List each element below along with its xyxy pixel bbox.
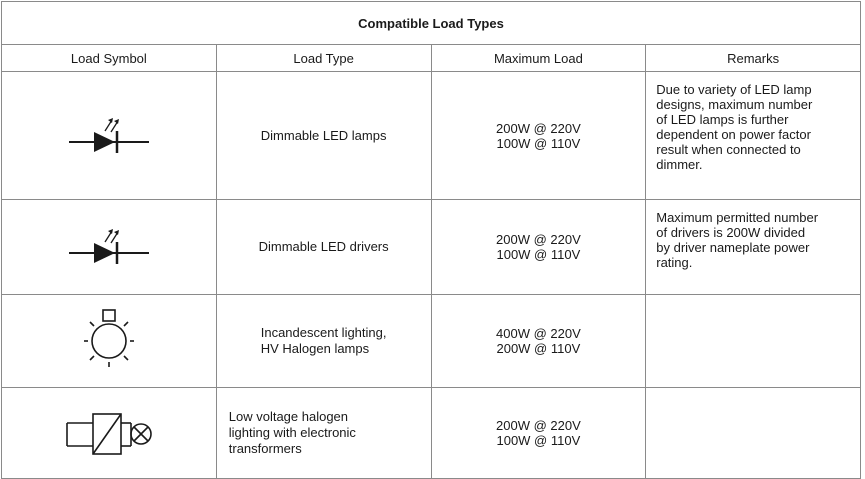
incandescent-lamp-icon: [74, 309, 144, 373]
symbol-cell: [2, 388, 217, 479]
electronic-transformer-lamp-icon: [61, 408, 157, 458]
remarks-line: by driver nameplate power: [656, 240, 810, 255]
max-load-cell: [431, 72, 646, 200]
table-row: [2, 72, 861, 200]
load-type-cell: [216, 200, 431, 295]
max-load-line: 200W @ 220V: [496, 418, 581, 433]
table-title: Compatible Load Types: [2, 2, 861, 45]
load-type-line: lighting with electronic: [228, 425, 356, 440]
header-load-symbol: Load Symbol: [2, 45, 217, 72]
max-load-line: 100W @ 110V: [496, 433, 581, 448]
symbol-cell: [2, 295, 217, 388]
remarks-line: dependent on power factor: [656, 127, 811, 142]
max-load-line: 200W @ 110V: [496, 341, 581, 356]
table-row: [2, 295, 861, 388]
remarks-line: designs, maximum number: [656, 97, 813, 112]
load-type-line: Dimmable LED lamps: [260, 127, 387, 143]
remarks-line: result when connected to: [656, 142, 801, 157]
max-load-cell: [431, 388, 646, 479]
load-type-cell: [216, 295, 431, 388]
load-type-stack: [261, 325, 387, 357]
remarks-line: of drivers is 200W divided: [656, 225, 806, 240]
remarks-line: rating.: [656, 255, 693, 270]
load-type-cell: [216, 388, 431, 479]
load-type-cell: [216, 72, 431, 200]
max-load-line: 200W @ 220V: [496, 120, 581, 136]
max-load-line: 200W @ 220V: [496, 232, 581, 247]
load-type-line: Low voltage halogen: [228, 409, 349, 424]
max-load-line: 400W @ 220V: [496, 326, 581, 341]
max-load-line: 100W @ 110V: [496, 247, 581, 262]
compatible-load-types-table: [1, 1, 861, 479]
remarks-cell: [646, 200, 861, 295]
remarks-cell: [646, 295, 861, 388]
header-load-type: Load Type: [216, 45, 431, 72]
remarks-cell: [646, 72, 861, 200]
remarks-cell: [646, 388, 861, 479]
led-diode-icon: [67, 114, 151, 158]
load-type-line: HV Halogen lamps: [260, 341, 370, 356]
remarks-line: Due to variety of LED lamp: [656, 82, 812, 97]
remarks-line: Maximum permitted number: [656, 210, 819, 225]
load-type-line: transformers: [228, 441, 302, 456]
symbol-cell: [2, 200, 217, 295]
remarks-line: dimmer.: [656, 157, 703, 172]
max-load-cell: [431, 295, 646, 388]
max-load-cell: [431, 200, 646, 295]
header-remarks: Remarks: [646, 45, 861, 72]
load-type-line: Dimmable LED drivers: [258, 239, 389, 254]
symbol-cell: [2, 72, 217, 200]
remarks-line: of LED lamps is further: [656, 112, 789, 127]
load-type-line: Incandescent lighting,: [260, 325, 387, 340]
header-maximum-load: Maximum Load: [431, 45, 646, 72]
max-load-line: 100W @ 110V: [496, 135, 581, 151]
table-row: [2, 200, 861, 295]
table-row: [2, 388, 861, 479]
led-diode-icon: [67, 225, 151, 269]
